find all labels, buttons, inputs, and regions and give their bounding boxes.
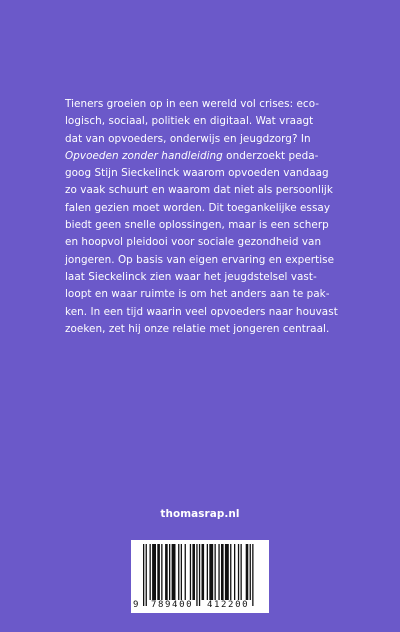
blurb-line-rest: onderzoekt peda- bbox=[222, 149, 319, 162]
barcode-bar bbox=[165, 544, 168, 600]
barcode-bar bbox=[250, 544, 251, 600]
blurb-line: logisch, sociaal, politiek en digitaal. Wat vraagt bbox=[65, 115, 314, 128]
barcode-bar bbox=[192, 544, 195, 600]
barcode-bar bbox=[246, 544, 249, 600]
barcode-bar bbox=[225, 544, 229, 600]
barcode-bar bbox=[241, 544, 242, 600]
blurb-line: goog Stijn Sieckelinck waarom opvoeden vandaag bbox=[65, 167, 329, 180]
barcode-bar bbox=[150, 544, 151, 600]
book-title-italic: Opvoeden zonder handleiding bbox=[65, 149, 223, 162]
barcode-bar bbox=[202, 544, 205, 600]
publisher-url: thomasrap.nl bbox=[160, 508, 240, 520]
back-cover-blurb bbox=[65, 96, 347, 338]
barcode-bar bbox=[230, 544, 231, 600]
barcode-bar bbox=[157, 544, 160, 600]
barcode-bar bbox=[143, 544, 144, 606]
barcode-bar bbox=[181, 544, 182, 600]
barcode-bar bbox=[209, 544, 213, 600]
blurb-line: zoeken, zet hij onze relatie met jongeren centraal. bbox=[65, 322, 330, 335]
barcode-bar bbox=[207, 544, 208, 600]
barcode-lead-digit: 9 bbox=[133, 600, 139, 610]
barcode-bar bbox=[178, 544, 179, 600]
barcode-bar bbox=[252, 544, 253, 606]
blurb-line: ken. In een tijd waarin veel opvoeders naar houvast bbox=[65, 305, 338, 318]
barcode-bar bbox=[190, 544, 191, 600]
barcode-bar bbox=[234, 544, 235, 600]
barcode-bar bbox=[215, 544, 216, 600]
blurb-line: zo vaak schuurt en waarom dat niet als persoonlijk bbox=[65, 184, 333, 197]
barcode-bar bbox=[169, 544, 170, 600]
blurb-line: falen gezien moet worden. Dit toegankelijke essay bbox=[65, 201, 331, 214]
barcode-bar bbox=[161, 544, 162, 600]
blurb-line: Tieners groeien op in een wereld vol crises: eco- bbox=[65, 98, 320, 110]
barcode-bar bbox=[146, 544, 147, 606]
barcode-bar bbox=[172, 544, 176, 600]
barcode-bar bbox=[185, 544, 186, 600]
barcode-bar bbox=[238, 544, 239, 600]
barcode-left-digits: 789400 bbox=[151, 600, 194, 610]
blurb-line: dat van opvoeders, onderwijs en jeugdzorg? In bbox=[65, 132, 311, 145]
blurb-line: jongeren. Op basis van eigen ervaring en expertise bbox=[65, 253, 335, 266]
barcode-bar bbox=[221, 544, 224, 600]
blurb-line: loopt en waar ruimte is om het anders aan te pak- bbox=[65, 288, 330, 301]
barcode-bar bbox=[152, 544, 156, 600]
barcode-bar bbox=[196, 544, 197, 606]
blurb-line: biedt geen snelle oplossingen, maar is een scherp bbox=[65, 219, 329, 232]
isbn-barcode bbox=[131, 540, 269, 613]
blurb-line bbox=[65, 148, 347, 165]
blurb-line: laat Sieckelinck zien waar het jeugdstelsel vast- bbox=[65, 270, 317, 283]
barcode-bar bbox=[199, 544, 200, 606]
barcode-right-digits: 412200 bbox=[207, 600, 250, 610]
barcode-bar bbox=[218, 544, 219, 600]
blurb-line: en hoopvol pleidooi voor sociale gezondheid van bbox=[65, 236, 322, 249]
